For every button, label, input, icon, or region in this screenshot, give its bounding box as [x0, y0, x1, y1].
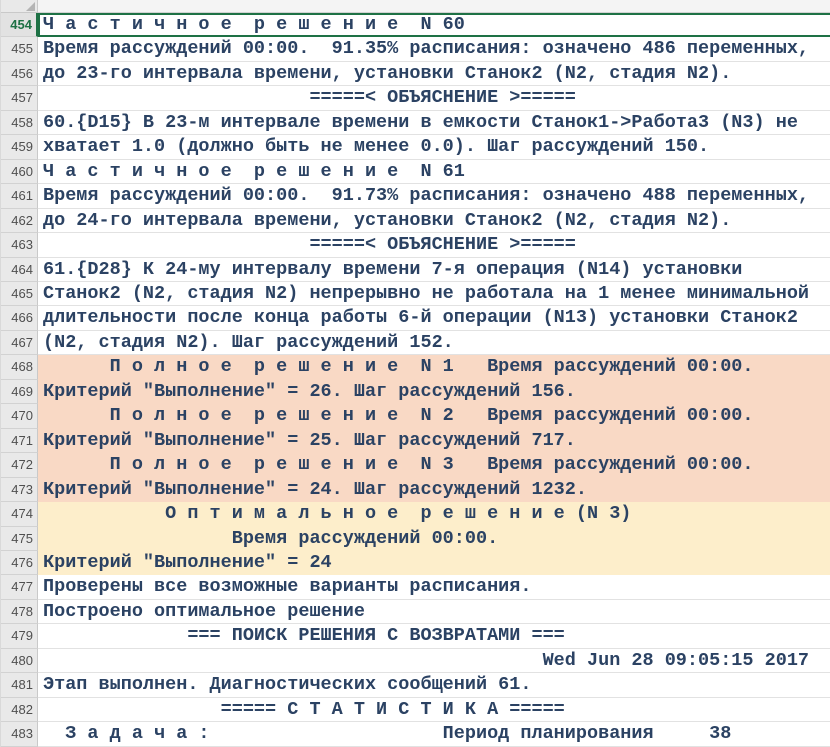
log-cell[interactable]: до 24-го интервала времени, установки Станок2 (N2, стадия N2). [38, 209, 830, 233]
row-number-header[interactable]: 471 [1, 429, 38, 453]
log-cell[interactable]: Станок2 (N2, стадия N2) непрерывно не работала на 1 менее минимальной [38, 282, 830, 306]
grid-row [1, 600, 830, 624]
log-cell[interactable]: Критерий "Выполнение" = 26. Шаг рассуждений 156. [38, 380, 830, 404]
grid-row [1, 184, 830, 208]
log-cell[interactable]: П о л н о е р е ш е н и е N 1 Время рассуждений 00:00. [38, 355, 830, 379]
log-cell[interactable]: =====< ОБЪЯСНЕНИЕ >===== [38, 86, 830, 110]
row-number-header[interactable]: 481 [1, 673, 38, 697]
row-number-header[interactable]: 456 [1, 62, 38, 86]
grid-row [1, 453, 830, 477]
grid-row [1, 62, 830, 86]
log-cell[interactable]: хватает 1.0 (должно быть не менее 0.0). Шаг рассуждений 150. [38, 135, 830, 159]
row-number-header[interactable]: 455 [1, 37, 38, 61]
log-cell[interactable]: Построено оптимальное решение [38, 600, 830, 624]
grid-row [1, 331, 830, 355]
row-number-header[interactable]: 476 [1, 551, 38, 575]
grid-row [1, 478, 830, 502]
row-number-header[interactable]: 483 [1, 722, 38, 746]
grid-row [1, 575, 830, 599]
log-cell[interactable]: длительности после конца работы 6-й операции (N13) установки Станок2 [38, 306, 830, 330]
row-number-header[interactable]: 477 [1, 575, 38, 599]
row-number-header[interactable]: 460 [1, 160, 38, 184]
select-all-corner[interactable] [1, 0, 38, 13]
grid-row [1, 649, 830, 673]
log-cell[interactable]: (N2, стадия N2). Шаг рассуждений 152. [38, 331, 830, 355]
grid-row [1, 698, 830, 722]
column-header-strip [1, 0, 830, 13]
row-number-header[interactable]: 467 [1, 331, 38, 355]
row-number-header[interactable]: 480 [1, 649, 38, 673]
row-number-header[interactable]: 465 [1, 282, 38, 306]
row-number-header[interactable]: 454 [1, 13, 38, 37]
log-cell[interactable]: до 23-го интервала времени, установки Станок2 (N2, стадия N2). [38, 62, 830, 86]
log-cell[interactable]: Ч а с т и ч н о е р е ш е н и е N 60 [38, 13, 830, 37]
grid-row [1, 282, 830, 306]
grid-row [1, 111, 830, 135]
log-cell[interactable]: Критерий "Выполнение" = 25. Шаг рассуждений 717. [38, 429, 830, 453]
grid-row [1, 258, 830, 282]
log-cell[interactable]: Время рассуждений 00:00. [38, 527, 830, 551]
row-number-header[interactable]: 464 [1, 258, 38, 282]
log-cell[interactable]: О п т и м а л ь н о е р е ш е н и е (N 3) [38, 502, 830, 526]
row-number-header[interactable]: 473 [1, 478, 38, 502]
grid-row [1, 135, 830, 159]
row-number-header[interactable]: 478 [1, 600, 38, 624]
log-cell[interactable]: === ПОИСК РЕШЕНИЯ С ВОЗВРАТАМИ === [38, 624, 830, 648]
row-number-header[interactable]: 466 [1, 306, 38, 330]
row-number-header[interactable]: 459 [1, 135, 38, 159]
grid-row [1, 673, 830, 697]
log-cell[interactable]: Wed Jun 28 09:05:15 2017 [38, 649, 830, 673]
grid-row [1, 722, 830, 746]
log-cell[interactable]: Время рассуждений 00:00. 91.35% расписания: означено 486 переменных, [38, 37, 830, 61]
grid-row [1, 502, 830, 526]
log-cell[interactable]: 61.{D28} К 24-му интервалу времени 7-я операция (N14) установки [38, 258, 830, 282]
row-number-header[interactable]: 474 [1, 502, 38, 526]
select-all-triangle-icon [26, 2, 35, 11]
log-cell[interactable]: П о л н о е р е ш е н и е N 3 Время рассуждений 00:00. [38, 453, 830, 477]
row-number-header[interactable]: 472 [1, 453, 38, 477]
grid-row [1, 527, 830, 551]
log-cell[interactable]: П о л н о е р е ш е н и е N 2 Время рассуждений 00:00. [38, 404, 830, 428]
row-number-header[interactable]: 461 [1, 184, 38, 208]
grid-row [1, 233, 830, 257]
grid-row [1, 380, 830, 404]
log-cell[interactable]: Критерий "Выполнение" = 24 [38, 551, 830, 575]
grid-row [1, 404, 830, 428]
column-header[interactable] [38, 0, 830, 13]
grid-row [1, 306, 830, 330]
grid-row [1, 209, 830, 233]
row-number-header[interactable]: 468 [1, 355, 38, 379]
grid-row-selected [1, 13, 830, 37]
log-cell[interactable]: =====< ОБЪЯСНЕНИЕ >===== [38, 233, 830, 257]
grid-row [1, 160, 830, 184]
log-cell[interactable]: Этап выполнен. Диагностических сообщений 61. [38, 673, 830, 697]
log-cell[interactable]: Проверены все возможные варианты расписания. [38, 575, 830, 599]
row-number-header[interactable]: 475 [1, 527, 38, 551]
grid-row [1, 624, 830, 648]
grid-row [1, 37, 830, 61]
log-cell[interactable]: 60.{D15} В 23-м интервале времени в емкости Станок1->Работа3 (N3) не [38, 111, 830, 135]
log-cell[interactable]: Ч а с т и ч н о е р е ш е н и е N 61 [38, 160, 830, 184]
row-number-header[interactable]: 458 [1, 111, 38, 135]
log-cell[interactable]: З а д а ч а : Период планирования 38 [38, 722, 830, 746]
grid-rows [1, 13, 830, 747]
row-number-header[interactable]: 482 [1, 698, 38, 722]
row-number-header[interactable]: 469 [1, 380, 38, 404]
log-cell[interactable]: ===== С Т А Т И С Т И К А ===== [38, 698, 830, 722]
log-cell[interactable]: Критерий "Выполнение" = 24. Шаг рассуждений 1232. [38, 478, 830, 502]
row-number-header[interactable]: 457 [1, 86, 38, 110]
grid-row [1, 429, 830, 453]
grid-row [1, 355, 830, 379]
row-number-header[interactable]: 463 [1, 233, 38, 257]
row-number-header[interactable]: 470 [1, 404, 38, 428]
grid-row [1, 86, 830, 110]
grid-row [1, 551, 830, 575]
log-cell[interactable]: Время рассуждений 00:00. 91.73% расписания: означено 488 переменных, [38, 184, 830, 208]
row-number-header[interactable]: 479 [1, 624, 38, 648]
row-number-header[interactable]: 462 [1, 209, 38, 233]
